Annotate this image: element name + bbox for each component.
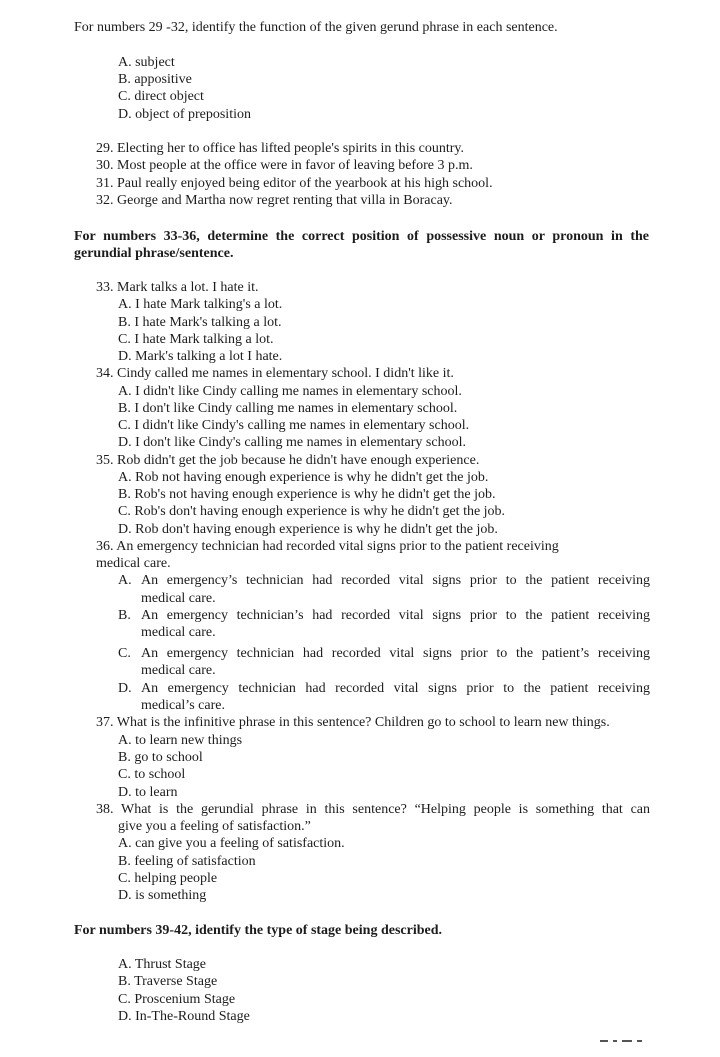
q36-option-b-line1: An emergency technician’s had recorded vital signs prior to the patient receiving bbox=[141, 608, 650, 623]
choice-d: D. object of preposition bbox=[118, 107, 251, 122]
stage-choice-a: A. Thrust Stage bbox=[118, 957, 207, 972]
q38-option-c: C. helping people bbox=[118, 871, 218, 886]
stage-choice-b: B. Traverse Stage bbox=[118, 974, 218, 989]
q38-option-b: B. feeling of satisfaction bbox=[118, 854, 256, 869]
q36-option-d-line2: medical’s care. bbox=[141, 698, 225, 713]
q35-option-a: A. Rob not having enough experience is why he didn't get the job. bbox=[118, 470, 489, 485]
q38-option-d: D. is something bbox=[118, 888, 207, 903]
q34-option-b: B. I don't like Cindy calling me names in elementary school. bbox=[118, 401, 458, 416]
section2-instruction-line2: gerundial phrase/sentence. bbox=[74, 246, 234, 261]
section3-instruction: For numbers 39-42, identify the type of stage being described. bbox=[74, 923, 442, 938]
question-38-stem-line1: 38. What is the gerundial phrase in this sentence? “Helping people is something that can bbox=[96, 802, 650, 817]
question-36-stem-line1: 36. An emergency technician had recorded vital signs prior to the patient receiving bbox=[96, 539, 559, 554]
q35-option-b: B. Rob's not having enough experience is why he didn't get the job. bbox=[118, 487, 496, 502]
q35-option-c: C. Rob's don't having enough experience is why he didn't get the job. bbox=[118, 504, 506, 519]
section2-instruction-line1: For numbers 33-36, determine the correct position of possessive noun or pronoun in the bbox=[74, 229, 649, 244]
q37-option-c: C. to school bbox=[118, 767, 186, 782]
item-32: 32. George and Martha now regret renting that villa in Boracay. bbox=[96, 193, 453, 208]
question-38-stem-line2: give you a feeling of satisfaction.” bbox=[118, 819, 311, 834]
q36-option-b-label: B. bbox=[118, 608, 131, 623]
q38-option-a: A. can give you a feeling of satisfaction. bbox=[118, 836, 345, 851]
q36-option-a-label: A. bbox=[118, 573, 132, 588]
q37-option-d: D. to learn bbox=[118, 785, 178, 800]
question-37-stem: 37. What is the infinitive phrase in this sentence? Children go to school to learn new things. bbox=[96, 715, 610, 730]
q35-option-d: D. Rob don't having enough experience is why he didn't get the job. bbox=[118, 522, 498, 537]
q36-option-c-label: C. bbox=[118, 646, 131, 661]
q36-option-c-line1: An emergency technician had recorded vital signs prior to the patient’s receiving bbox=[141, 646, 650, 661]
q34-option-c: C. I didn't like Cindy's calling me names in elementary school. bbox=[118, 418, 470, 433]
q33-option-d: D. Mark's talking a lot I hate. bbox=[118, 349, 283, 364]
q36-option-a-line1: An emergency’s technician had recorded vital signs prior to the patient receiving bbox=[141, 573, 650, 588]
q36-option-c-line2: medical care. bbox=[141, 663, 216, 678]
q36-option-a-line2: medical care. bbox=[141, 591, 216, 606]
question-35-stem: 35. Rob didn't get the job because he didn't have enough experience. bbox=[96, 453, 480, 468]
question-36-stem-line2: medical care. bbox=[96, 556, 171, 571]
item-29: 29. Electing her to office has lifted people's spirits in this country. bbox=[96, 141, 464, 156]
q36-option-d-line1: An emergency technician had recorded vital signs prior to the patient receiving bbox=[141, 681, 650, 696]
stage-choice-c: C. Proscenium Stage bbox=[118, 992, 236, 1007]
q37-option-b: B. go to school bbox=[118, 750, 203, 765]
question-33-stem: 33. Mark talks a lot. I hate it. bbox=[96, 280, 259, 295]
question-34-stem: 34. Cindy called me names in elementary school. I didn't like it. bbox=[96, 366, 454, 381]
q33-option-a: A. I hate Mark talking's a lot. bbox=[118, 297, 283, 312]
q34-option-a: A. I didn't like Cindy calling me names in elementary school. bbox=[118, 384, 462, 399]
choice-a: A. subject bbox=[118, 55, 175, 70]
stage-choice-d: D. In-The-Round Stage bbox=[118, 1009, 250, 1024]
choice-c: C. direct object bbox=[118, 89, 204, 104]
item-30: 30. Most people at the office were in favor of leaving before 3 p.m. bbox=[96, 158, 473, 173]
q36-option-d-label: D. bbox=[118, 681, 132, 696]
q34-option-d: D. I don't like Cindy's calling me names in elementary school. bbox=[118, 435, 466, 450]
cropped-page-footer bbox=[600, 1040, 660, 1043]
q33-option-b: B. I hate Mark's talking a lot. bbox=[118, 315, 282, 330]
q36-option-b-line2: medical care. bbox=[141, 625, 216, 640]
q37-option-a: A. to learn new things bbox=[118, 733, 243, 748]
choice-b: B. appositive bbox=[118, 72, 192, 87]
item-31: 31. Paul really enjoyed being editor of the yearbook at his high school. bbox=[96, 176, 493, 191]
section1-instruction: For numbers 29 -32, identify the function of the given gerund phrase in each sentence. bbox=[74, 20, 558, 35]
q33-option-c: C. I hate Mark talking a lot. bbox=[118, 332, 274, 347]
